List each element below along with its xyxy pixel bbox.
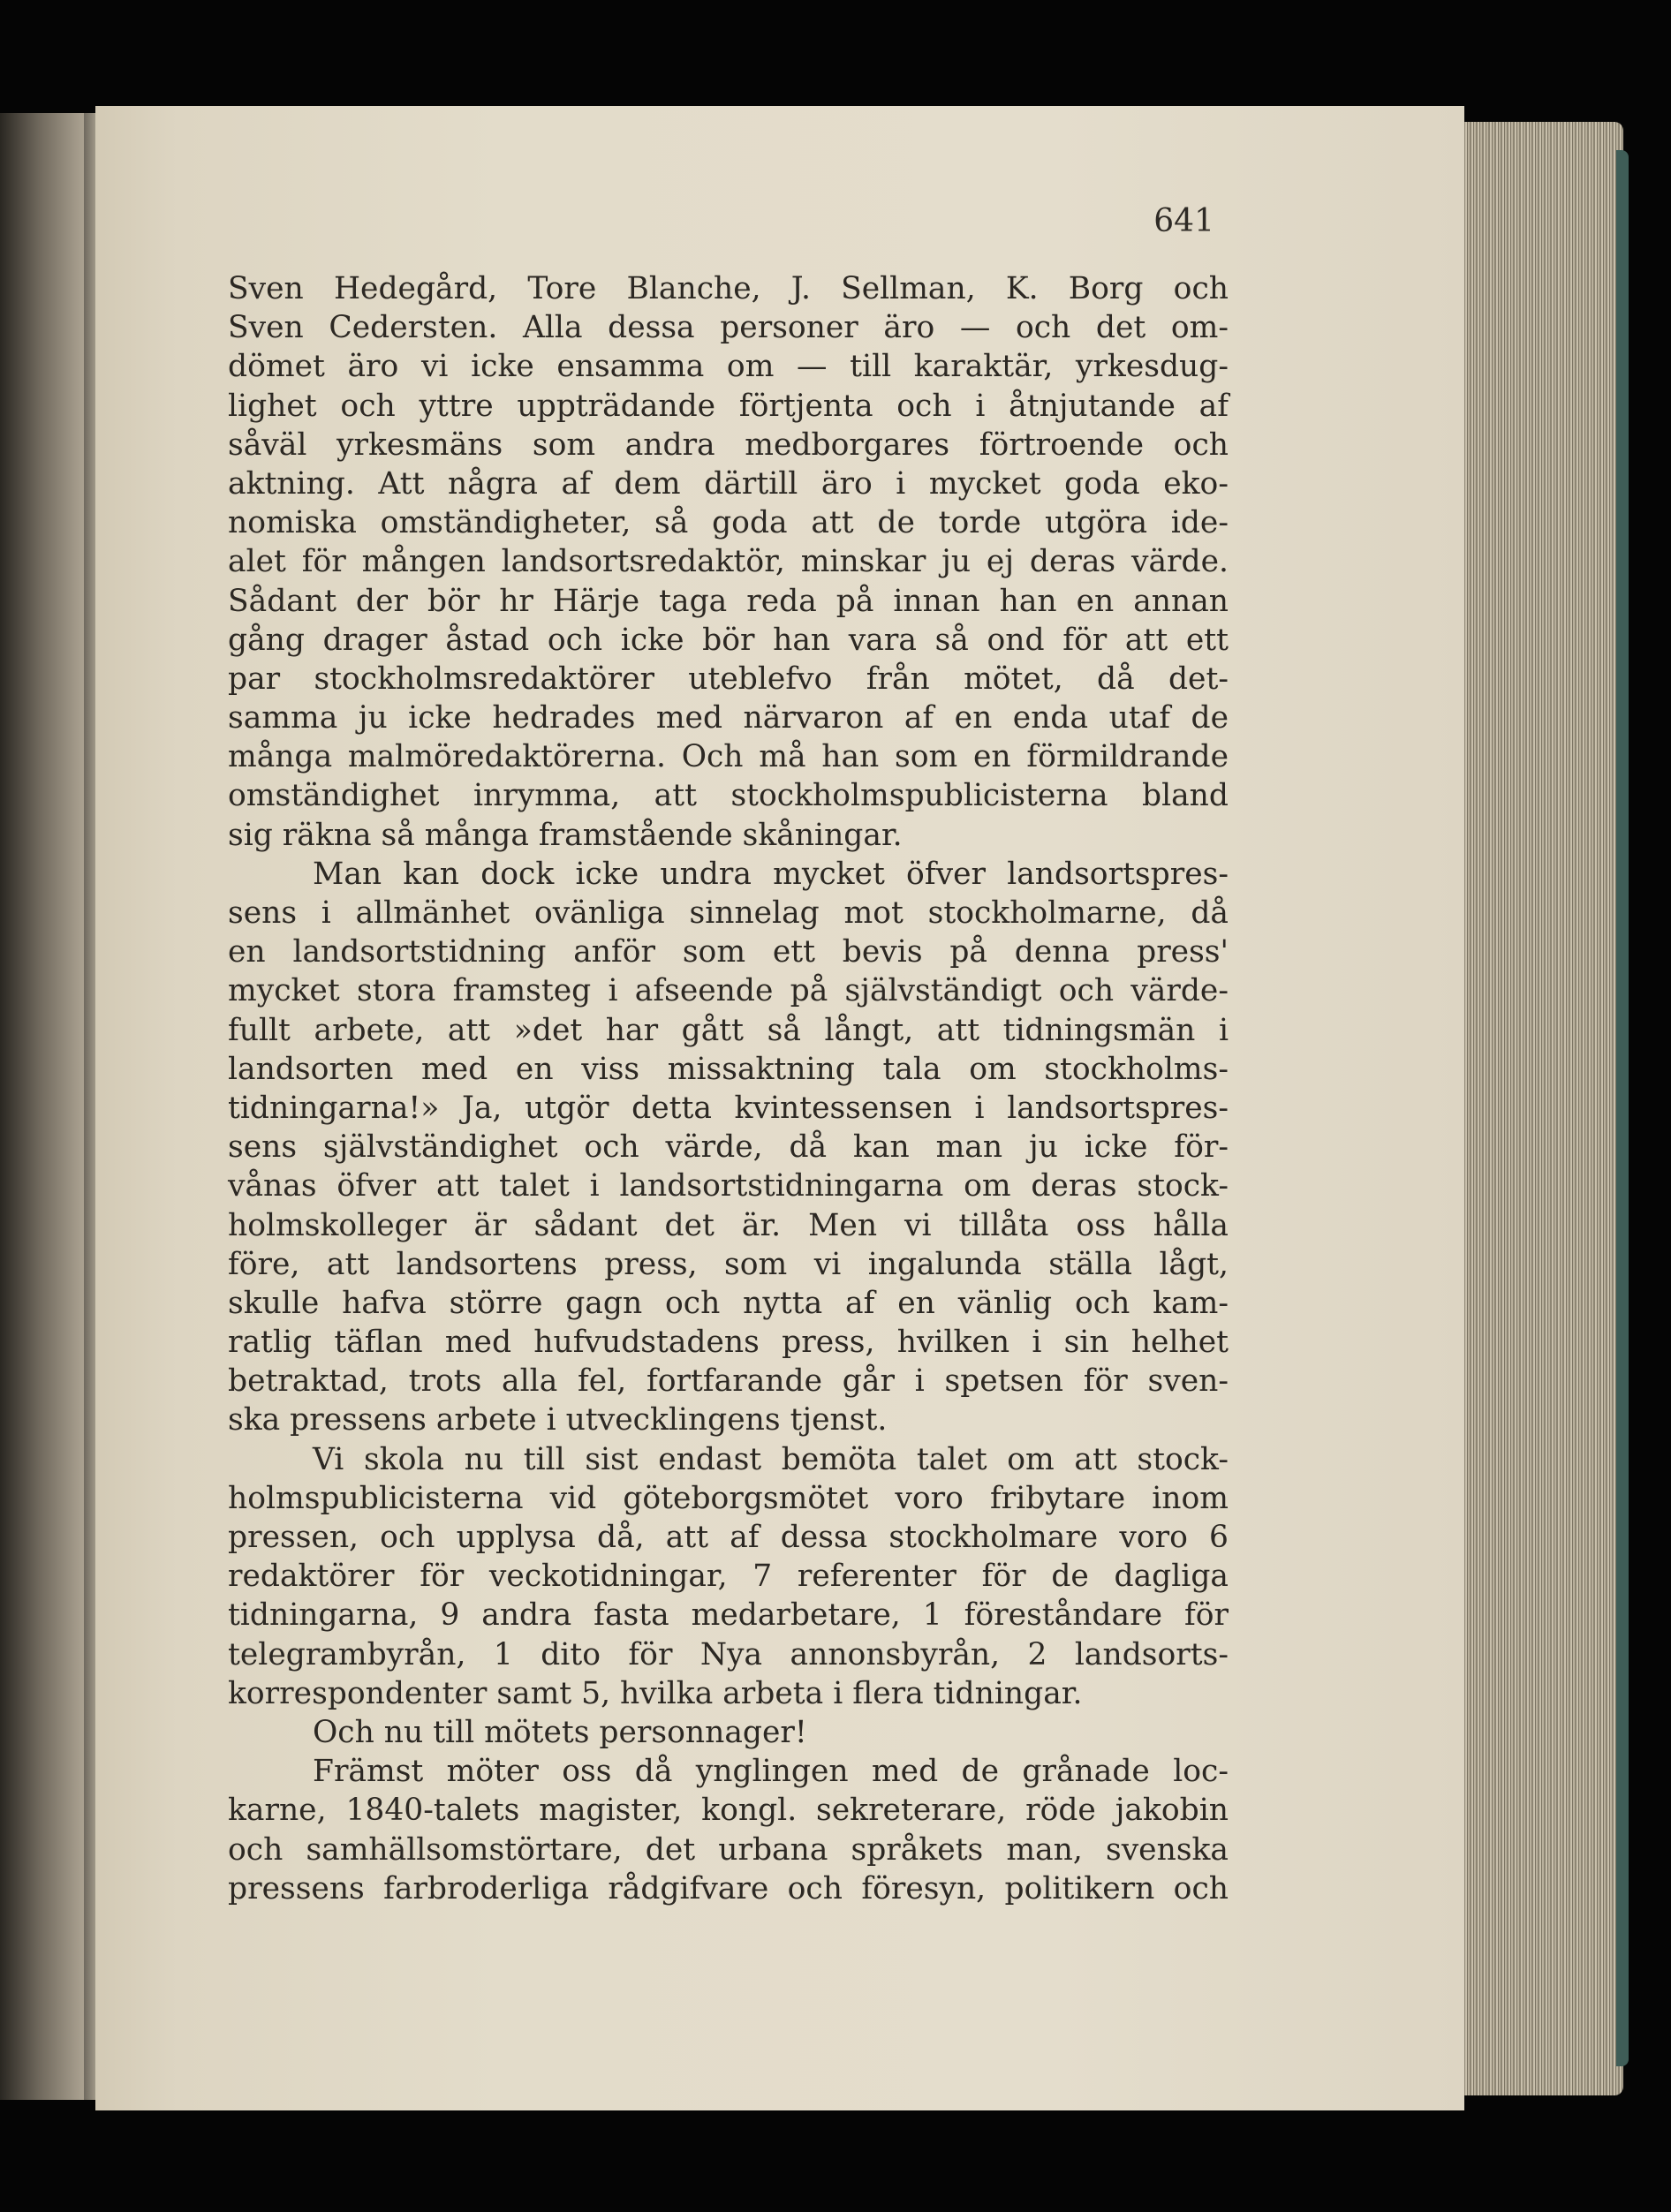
text-line: ratlig täflan med hufvudstadens press, hvilken i sin helhet bbox=[228, 1325, 1229, 1361]
text-line: sens självständighet och värde, då kan man ju icke för- bbox=[228, 1129, 1229, 1166]
text-line: holmskolleger är sådant det är. Men vi tillåta oss hålla bbox=[228, 1207, 1229, 1243]
text-line: många malmöredaktörerna. Och må han som en förmildrande bbox=[228, 739, 1229, 775]
text-line: dömet äro vi icke ensamma om — till karaktär, yrkesdug- bbox=[228, 349, 1229, 385]
text-line: tidningarna, 9 andra fasta medarbetare, 1 föreståndare för bbox=[228, 1597, 1229, 1634]
text-line: pressen, och upplysa då, att af dessa stockholmare voro 6 bbox=[228, 1520, 1229, 1555]
text-line: samma ju icke hedrades med närvaron af en enda utaf de bbox=[228, 700, 1229, 736]
text-line: sig räkna så många framstående skåningar. bbox=[228, 817, 903, 853]
text-line: Och nu till mötets personnager! bbox=[313, 1714, 807, 1750]
text-line: redaktörer för veckotidningar, 7 referenter för de dagliga bbox=[228, 1559, 1229, 1595]
text-line: Man kan dock icke undra mycket öfver landsortspres- bbox=[313, 856, 1229, 892]
text-line: telegrambyrån, 1 dito för Nya annonsbyrån, 2 landsorts- bbox=[228, 1636, 1229, 1672]
text-line: Sven Hedegård, Tore Blanche, J. Sellman, K. Borg och bbox=[228, 271, 1229, 306]
text-line: Vi skola nu till sist endast bemöta talet om att stock- bbox=[313, 1441, 1229, 1477]
text-line: gång drager åstad och icke bör han vara så ond för att ett bbox=[228, 622, 1229, 658]
text-line: och samhällsomstörtare, det urbana språkets man, svenska bbox=[228, 1831, 1229, 1868]
text-line: Sådant der bör hr Härje taga reda på innan han en annan bbox=[228, 583, 1229, 619]
text-line: såväl yrkesmäns som andra medborgares förtroende och bbox=[228, 427, 1229, 463]
page-number: 641 bbox=[1153, 203, 1214, 239]
page-edges-stack bbox=[1456, 122, 1623, 2095]
text-line: en landsortstidning anför som ett bevis på denna press' bbox=[228, 934, 1229, 970]
text-line: sens i allmänhet ovänliga sinnelag mot stockholmarne, då bbox=[228, 895, 1229, 931]
text-line: omständighet inrymma, att stockholmspublicisterna bland bbox=[228, 778, 1229, 814]
text-line: ska pressens arbete i utvecklingens tjenst. bbox=[228, 1402, 888, 1438]
left-page-edge bbox=[0, 113, 97, 2100]
text-line: skulle hafva större gagn och nytta af en vänlig och kam- bbox=[228, 1285, 1229, 1321]
text-line: landsorten med en viss missaktning tala om stockholms- bbox=[228, 1051, 1229, 1087]
text-line: alet för mången landsortsredaktör, minskar ju ej deras värde. bbox=[228, 544, 1229, 580]
body-text bbox=[228, 269, 1229, 1908]
text-line: före, att landsortens press, som vi ingalunda ställa lågt, bbox=[228, 1246, 1229, 1282]
text-line: mycket stora framsteg i afseende på självständigt och värde- bbox=[228, 973, 1229, 1009]
text-line: tidningarna!» Ja, utgör detta kvintessensen i landsortspres- bbox=[228, 1090, 1229, 1126]
text-line: vånas öfver att talet i landsortstidningarna om deras stock- bbox=[228, 1168, 1229, 1204]
text-line: Sven Cedersten. Alla dessa personer äro — och det om- bbox=[228, 310, 1229, 346]
text-line: holmspublicisterna vid göteborgsmötet voro fribytare inom bbox=[228, 1480, 1229, 1516]
text-line: Främst möter oss då ynglingen med de grånade loc- bbox=[313, 1754, 1229, 1790]
text-line: karne, 1840-talets magister, kongl. sekreterare, röde jakobin bbox=[228, 1793, 1229, 1829]
text-line: betraktad, trots alla fel, fortfarande går i spetsen för sven- bbox=[228, 1363, 1229, 1400]
text-line: par stockholmsredaktörer uteblefvo från mötet, då det- bbox=[228, 661, 1229, 697]
book-cover-edge bbox=[1616, 150, 1629, 2066]
text-line: lighet och yttre uppträdande förtjenta och i åtnjutande af bbox=[228, 388, 1229, 424]
text-line: fullt arbete, att »det har gått så långt, att tidningsmän i bbox=[228, 1012, 1229, 1048]
text-line: nomiska omständigheter, så goda att de torde utgöra ide- bbox=[228, 505, 1229, 541]
text-line: aktning. Att några af dem därtill äro i mycket goda eko- bbox=[228, 465, 1229, 502]
text-line: pressens farbroderliga rådgifvare och föresyn, politikern och bbox=[228, 1870, 1229, 1906]
text-line: korrespondenter samt 5, hvilka arbeta i flera tidningar. bbox=[228, 1675, 1083, 1711]
